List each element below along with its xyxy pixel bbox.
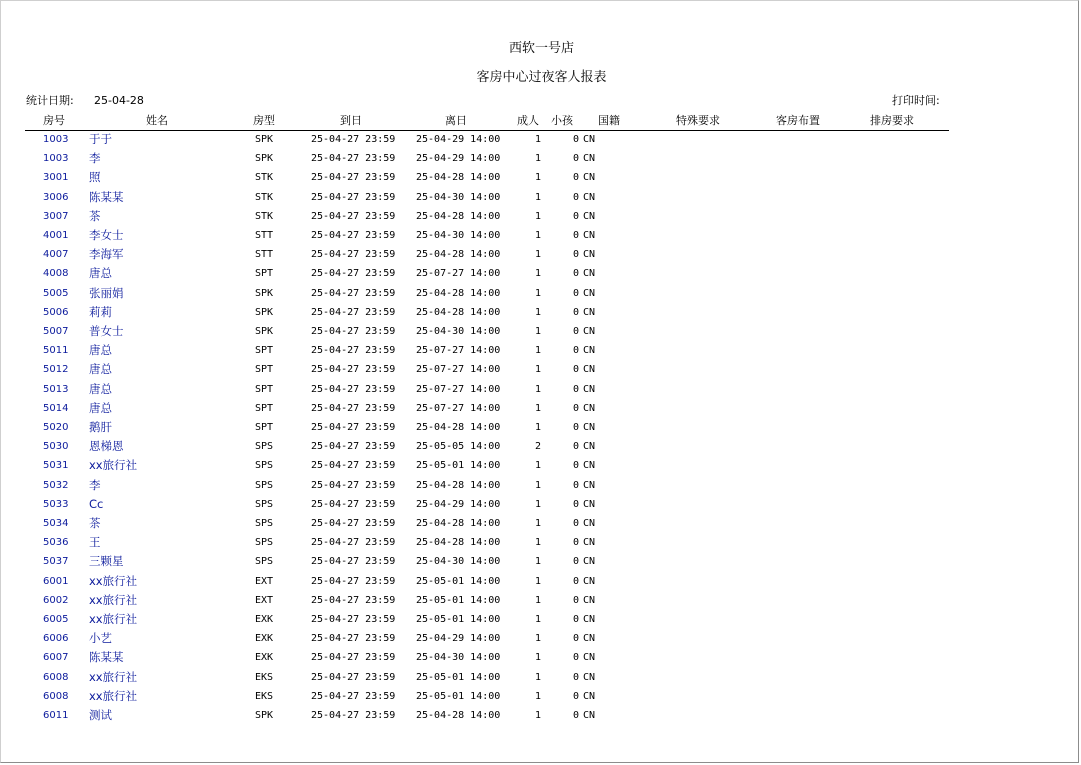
arrival-time: 25-04-27 23:59 (311, 422, 396, 433)
arrival-time: 25-04-27 23:59 (311, 479, 396, 491)
arrival-time: 25-04-27 23:59 (311, 191, 396, 203)
room-number: 3007 (43, 210, 69, 222)
departure-time: 25-04-29 14:00 (416, 498, 501, 510)
child-count: 0 (572, 134, 579, 145)
room-type: STT (255, 230, 274, 241)
departure-time: 25-05-01 14:00 (416, 690, 501, 702)
adult-count: 1 (534, 230, 541, 241)
nationality: CN (583, 460, 596, 472)
adult-count: 1 (534, 556, 541, 568)
room-number: 5036 (43, 537, 69, 549)
table-row (1, 687, 1081, 706)
nationality: CN (583, 594, 596, 606)
nationality: CN (583, 479, 596, 491)
nationality: CN (583, 402, 596, 414)
nationality: CN (583, 383, 596, 395)
table-row (1, 360, 1081, 379)
departure-time: 25-04-28 14:00 (416, 210, 501, 222)
room-type: STK (255, 191, 274, 203)
adult-count: 1 (534, 690, 541, 702)
adult-count: 1 (534, 460, 541, 472)
nationality: CN (583, 287, 596, 299)
adult-count: 1 (534, 210, 541, 222)
table-row (1, 380, 1081, 399)
guest-name: 恩梯恩 (89, 439, 124, 454)
table-row (1, 610, 1081, 629)
table-row (1, 514, 1081, 533)
nationality: CN (583, 134, 596, 145)
child-count: 0 (572, 249, 579, 261)
room-number: 6005 (43, 614, 69, 625)
room-number: 3001 (43, 172, 69, 184)
guest-name: 唐总 (89, 381, 112, 396)
table-row (1, 188, 1081, 207)
departure-time: 25-07-27 14:00 (416, 268, 501, 280)
child-count: 0 (572, 498, 579, 510)
adult-count: 1 (534, 326, 541, 337)
room-type: EXT (255, 575, 274, 587)
room-type: SPS (255, 441, 274, 453)
room-number: 6011 (43, 710, 69, 721)
nationality: CN (583, 710, 596, 721)
departure-time: 25-04-28 14:00 (416, 422, 501, 433)
nationality: CN (583, 652, 596, 664)
nationality: CN (583, 191, 596, 203)
room-type: SPK (255, 326, 274, 337)
room-number: 1003 (43, 153, 69, 165)
report-title: 客房中心过夜客人报表 (476, 70, 607, 85)
adult-count: 1 (534, 383, 541, 395)
arrival-time: 25-04-27 23:59 (311, 210, 396, 222)
departure-time: 25-05-01 14:00 (416, 614, 501, 625)
table-row (1, 437, 1081, 456)
departure-time: 25-07-27 14:00 (416, 402, 501, 414)
departure-time: 25-04-30 14:00 (416, 191, 501, 203)
col-header-children: 小孩 (551, 114, 573, 127)
room-type: EXK (255, 633, 274, 645)
room-type: SPK (255, 710, 274, 721)
child-count: 0 (572, 537, 579, 549)
child-count: 0 (572, 172, 579, 184)
room-type: SPK (255, 287, 274, 299)
guest-name: 茶 (89, 208, 101, 223)
table-row (1, 341, 1081, 360)
nationality: CN (583, 172, 596, 184)
arrival-time: 25-04-27 23:59 (311, 690, 396, 702)
arrival-time: 25-04-27 23:59 (311, 518, 396, 529)
room-number: 6002 (43, 594, 69, 606)
room-type: SPT (255, 364, 274, 376)
guest-name: 莉莉 (89, 304, 112, 319)
guest-name: 李 (89, 477, 101, 492)
room-type: SPK (255, 306, 274, 318)
child-count: 0 (572, 287, 579, 299)
room-number: 5007 (43, 326, 69, 337)
table-row (1, 168, 1081, 187)
arrival-time: 25-04-27 23:59 (311, 306, 396, 318)
departure-time: 25-07-27 14:00 (416, 364, 501, 376)
table-row (1, 533, 1081, 552)
room-type: SPT (255, 345, 274, 357)
stat-date-value: 25-04-28 (94, 94, 144, 107)
adult-count: 1 (534, 594, 541, 606)
room-number: 6007 (43, 652, 69, 664)
guest-name: 陈某某 (89, 189, 124, 204)
child-count: 0 (572, 326, 579, 337)
col-header-room-setup: 客房布置 (776, 114, 820, 127)
table-row (1, 418, 1081, 437)
room-number: 4008 (43, 268, 69, 280)
guest-name: 茶 (89, 516, 101, 530)
child-count: 0 (572, 710, 579, 721)
room-number: 1003 (43, 134, 69, 145)
guest-name: 李 (89, 151, 101, 166)
guest-name: 张丽娟 (89, 285, 124, 300)
guest-name: xx旅行社 (89, 612, 138, 626)
guest-name: xx旅行社 (89, 573, 138, 588)
adult-count: 1 (534, 518, 541, 529)
arrival-time: 25-04-27 23:59 (311, 671, 396, 683)
table-row (1, 226, 1081, 245)
adult-count: 1 (534, 614, 541, 625)
guest-name: 李海军 (89, 247, 124, 262)
arrival-time: 25-04-27 23:59 (311, 537, 396, 549)
nationality: CN (583, 249, 596, 261)
room-type: EXK (255, 614, 274, 625)
child-count: 0 (572, 671, 579, 683)
child-count: 0 (572, 383, 579, 395)
child-count: 0 (572, 518, 579, 529)
guest-name: 王 (89, 535, 101, 550)
child-count: 0 (572, 364, 579, 376)
room-number: 3006 (43, 191, 69, 203)
departure-time: 25-04-28 14:00 (416, 479, 501, 491)
nationality: CN (583, 671, 596, 683)
room-type: EKS (255, 690, 274, 702)
room-type: STK (255, 172, 274, 184)
table-row (1, 322, 1081, 341)
room-type: SPS (255, 460, 274, 472)
room-type: STT (255, 249, 274, 261)
room-number: 6001 (43, 575, 69, 587)
adult-count: 1 (534, 422, 541, 433)
room-type: SPT (255, 268, 274, 280)
room-type: STK (255, 210, 274, 222)
adult-count: 1 (534, 268, 541, 280)
guest-name: 李女士 (89, 228, 124, 242)
room-number: 5014 (43, 402, 69, 414)
table-row (1, 207, 1081, 226)
adult-count: 1 (534, 671, 541, 683)
departure-time: 25-05-01 14:00 (416, 460, 501, 472)
child-count: 0 (572, 210, 579, 222)
nationality: CN (583, 537, 596, 549)
nationality: CN (583, 306, 596, 318)
child-count: 0 (572, 690, 579, 702)
adult-count: 1 (534, 249, 541, 261)
guest-name: 小艺 (89, 631, 112, 646)
departure-time: 25-07-27 14:00 (416, 383, 501, 395)
child-count: 0 (572, 268, 579, 280)
adult-count: 1 (534, 652, 541, 664)
arrival-time: 25-04-27 23:59 (311, 153, 396, 165)
room-type: SPS (255, 498, 274, 510)
arrival-time: 25-04-27 23:59 (311, 249, 396, 261)
guest-name: xx旅行社 (89, 688, 138, 703)
adult-count: 1 (534, 364, 541, 376)
adult-count: 2 (534, 441, 541, 453)
adult-count: 1 (534, 287, 541, 299)
departure-time: 25-04-28 14:00 (416, 172, 501, 184)
nationality: CN (583, 230, 596, 241)
arrival-time: 25-04-27 23:59 (311, 575, 396, 587)
nationality: CN (583, 441, 596, 453)
room-number: 5034 (43, 518, 69, 529)
departure-time: 25-05-01 14:00 (416, 594, 501, 606)
adult-count: 1 (534, 134, 541, 145)
room-type: EKS (255, 671, 274, 683)
col-header-name: 姓名 (146, 114, 168, 127)
departure-time: 25-04-30 14:00 (416, 326, 501, 337)
room-type: SPT (255, 383, 274, 395)
nationality: CN (583, 556, 596, 568)
arrival-time: 25-04-27 23:59 (311, 172, 396, 184)
room-type: EXK (255, 652, 274, 664)
table-row (1, 399, 1081, 418)
guest-name: xx旅行社 (89, 592, 138, 607)
col-header-room-type: 房型 (253, 114, 275, 127)
col-header-arrival: 到日 (340, 114, 362, 127)
arrival-time: 25-04-27 23:59 (311, 460, 396, 472)
arrival-time: 25-04-27 23:59 (311, 345, 396, 357)
guest-name: 三颗星 (89, 554, 124, 569)
arrival-time: 25-04-27 23:59 (311, 556, 396, 568)
departure-time: 25-04-28 14:00 (416, 287, 501, 299)
table-row (1, 495, 1081, 514)
departure-time: 25-04-30 14:00 (416, 556, 501, 568)
table-row (1, 284, 1081, 303)
departure-time: 25-07-27 14:00 (416, 345, 501, 357)
departure-time: 25-05-01 14:00 (416, 575, 501, 587)
room-number: 4001 (43, 230, 69, 241)
room-number: 5011 (43, 345, 69, 357)
guest-name: xx旅行社 (89, 458, 138, 473)
room-type: EXT (255, 594, 274, 606)
child-count: 0 (572, 230, 579, 241)
child-count: 0 (572, 402, 579, 414)
arrival-time: 25-04-27 23:59 (311, 230, 396, 241)
room-number: 5030 (43, 441, 69, 453)
nationality: CN (583, 326, 596, 337)
room-number: 5031 (43, 460, 69, 472)
table-row (1, 591, 1081, 610)
child-count: 0 (572, 441, 579, 453)
arrival-time: 25-04-27 23:59 (311, 441, 396, 453)
room-number: 5032 (43, 479, 69, 491)
departure-time: 25-04-29 14:00 (416, 134, 501, 145)
adult-count: 1 (534, 710, 541, 721)
arrival-time: 25-04-27 23:59 (311, 614, 396, 625)
room-type: SPS (255, 537, 274, 549)
print-time-label: 打印时间: (892, 94, 940, 107)
hotel-name: 西软一号店 (508, 41, 574, 56)
room-type: SPK (255, 153, 274, 165)
child-count: 0 (572, 594, 579, 606)
room-number: 6008 (43, 671, 69, 683)
table-row (1, 629, 1081, 648)
room-type: SPS (255, 479, 274, 491)
departure-time: 25-04-29 14:00 (416, 153, 501, 165)
room-type: SPS (255, 518, 274, 529)
room-number: 4007 (43, 249, 69, 261)
room-type: SPK (255, 134, 274, 145)
col-header-adults: 成人 (517, 114, 539, 127)
departure-time: 25-04-28 14:00 (416, 249, 501, 261)
adult-count: 1 (534, 633, 541, 645)
nationality: CN (583, 422, 596, 433)
departure-time: 25-04-28 14:00 (416, 306, 501, 318)
guest-name: xx旅行社 (89, 669, 138, 684)
room-number: 5037 (43, 556, 69, 568)
arrival-time: 25-04-27 23:59 (311, 287, 396, 299)
arrival-time: 25-04-27 23:59 (311, 364, 396, 376)
guest-name: 于于 (89, 132, 112, 146)
table-row (1, 130, 1081, 149)
room-number: 5005 (43, 287, 69, 299)
room-type: SPT (255, 422, 274, 433)
departure-time: 25-04-30 14:00 (416, 652, 501, 664)
col-header-nationality: 国籍 (598, 114, 620, 127)
table-row (1, 648, 1081, 667)
room-type: SPS (255, 556, 274, 568)
child-count: 0 (572, 652, 579, 664)
departure-time: 25-05-01 14:00 (416, 671, 501, 683)
arrival-time: 25-04-27 23:59 (311, 633, 396, 645)
departure-time: 25-04-28 14:00 (416, 537, 501, 549)
nationality: CN (583, 364, 596, 376)
adult-count: 1 (534, 575, 541, 587)
adult-count: 1 (534, 191, 541, 203)
table-row (1, 552, 1081, 571)
child-count: 0 (572, 614, 579, 625)
nationality: CN (583, 633, 596, 645)
col-header-room: 房号 (43, 114, 65, 127)
arrival-time: 25-04-27 23:59 (311, 383, 396, 395)
departure-time: 25-05-05 14:00 (416, 441, 501, 453)
nationality: CN (583, 268, 596, 280)
child-count: 0 (572, 345, 579, 357)
table-row (1, 456, 1081, 475)
table-row (1, 572, 1081, 591)
table-row (1, 245, 1081, 264)
stat-date-label: 统计日期: (26, 94, 74, 107)
arrival-time: 25-04-27 23:59 (311, 326, 396, 337)
arrival-time: 25-04-27 23:59 (311, 268, 396, 280)
child-count: 0 (572, 422, 579, 433)
arrival-time: 25-04-27 23:59 (311, 498, 396, 510)
room-number: 5012 (43, 364, 69, 376)
guest-name: 唐总 (89, 343, 112, 358)
child-count: 0 (572, 479, 579, 491)
adult-count: 1 (534, 306, 541, 318)
guest-name: Cc (89, 496, 104, 511)
room-number: 6008 (43, 690, 69, 702)
guest-name: 唐总 (89, 400, 112, 415)
table-row (1, 476, 1081, 495)
child-count: 0 (572, 575, 579, 587)
adult-count: 1 (534, 537, 541, 549)
table-row (1, 706, 1081, 725)
room-number: 5033 (43, 498, 69, 510)
departure-time: 25-04-28 14:00 (416, 710, 501, 721)
guest-name: 照 (89, 170, 101, 185)
adult-count: 1 (534, 479, 541, 491)
adult-count: 1 (534, 153, 541, 165)
guest-name: 唐总 (89, 266, 112, 281)
guest-name: 普女士 (89, 324, 124, 338)
arrival-time: 25-04-27 23:59 (311, 652, 396, 664)
departure-time: 25-04-30 14:00 (416, 230, 501, 241)
table-row (1, 264, 1081, 283)
nationality: CN (583, 518, 596, 529)
nationality: CN (583, 210, 596, 222)
table-row (1, 668, 1081, 687)
nationality: CN (583, 690, 596, 702)
nationality: CN (583, 614, 596, 625)
guest-name: 鹅肝 (89, 420, 112, 434)
nationality: CN (583, 345, 596, 357)
child-count: 0 (572, 633, 579, 645)
departure-time: 25-04-28 14:00 (416, 518, 501, 529)
arrival-time: 25-04-27 23:59 (311, 594, 396, 606)
child-count: 0 (572, 556, 579, 568)
adult-count: 1 (534, 402, 541, 414)
adult-count: 1 (534, 498, 541, 510)
child-count: 0 (572, 460, 579, 472)
room-number: 5006 (43, 306, 69, 318)
guest-name: 唐总 (89, 362, 112, 377)
adult-count: 1 (534, 172, 541, 184)
room-number: 5020 (43, 422, 69, 433)
guest-name: 测试 (89, 708, 112, 722)
guest-name: 陈某某 (89, 650, 124, 665)
col-header-special-request: 特殊要求 (676, 114, 720, 127)
nationality: CN (583, 498, 596, 510)
table-row (1, 303, 1081, 322)
child-count: 0 (572, 191, 579, 203)
departure-time: 25-04-29 14:00 (416, 633, 501, 645)
nationality: CN (583, 575, 596, 587)
table-row (1, 149, 1081, 168)
arrival-time: 25-04-27 23:59 (311, 710, 396, 721)
room-number: 5013 (43, 383, 69, 395)
room-type: SPT (255, 402, 274, 414)
adult-count: 1 (534, 345, 541, 357)
col-header-room-assign-request: 排房要求 (870, 114, 914, 127)
arrival-time: 25-04-27 23:59 (311, 134, 396, 145)
room-number: 6006 (43, 633, 69, 645)
arrival-time: 25-04-27 23:59 (311, 402, 396, 414)
child-count: 0 (572, 306, 579, 318)
child-count: 0 (572, 153, 579, 165)
col-header-departure: 离日 (445, 114, 467, 127)
nationality: CN (583, 153, 596, 165)
